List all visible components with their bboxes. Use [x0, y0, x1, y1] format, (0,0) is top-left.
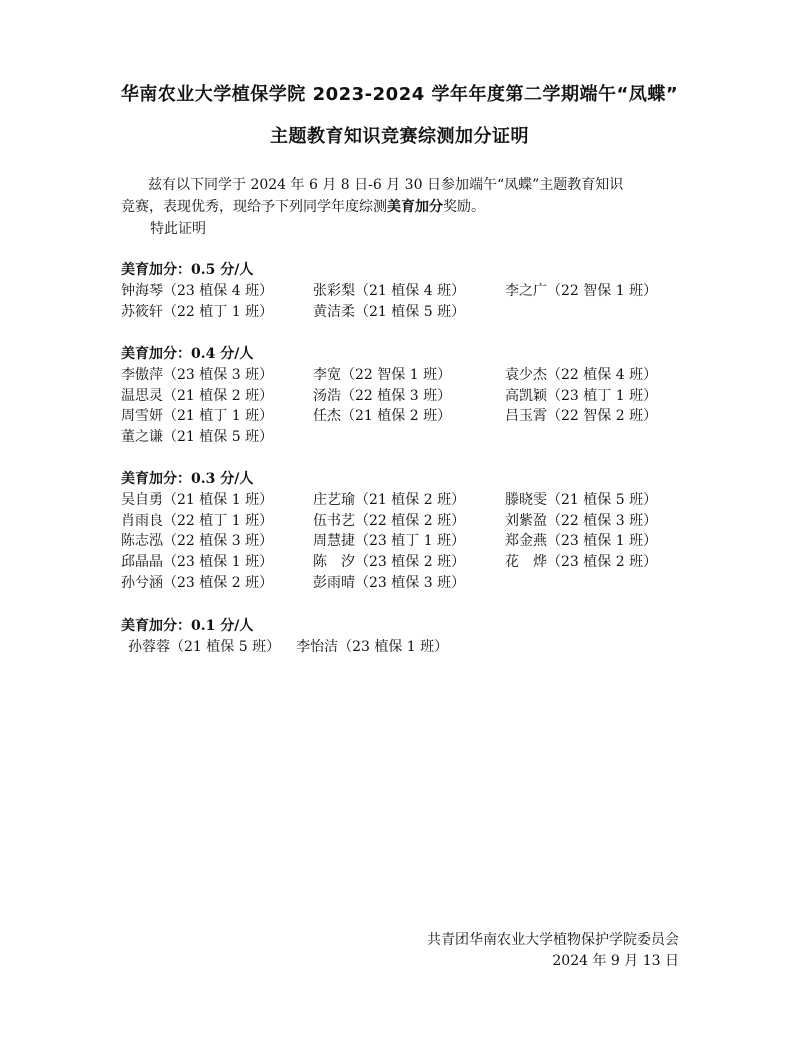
- student-entry: 彭雨晴（23 植保 3 班）: [313, 574, 466, 591]
- student-entry: 花 烨（23 植保 2 班）: [505, 554, 658, 571]
- student-entry: 黄洁柔（21 植保 5 班）: [313, 303, 466, 320]
- section-heading: 美育加分：0.5 分/人: [121, 262, 254, 278]
- issuing-organization: 共青团华南农业大学植物保护学院委员会: [427, 932, 679, 948]
- student-entry: 庄艺瑜（21 植保 2 班）: [313, 492, 466, 508]
- student-entry: 肖雨良（22 植丁 1 班）: [121, 512, 274, 529]
- student-entry: 陈 汐（23 植保 2 班）: [313, 554, 466, 571]
- student-entry: 吕玉霄（22 智保 2 班）: [505, 408, 658, 425]
- student-entry: 张彩梨（21 植保 4 班）: [313, 283, 466, 299]
- student-entry: 伍书艺（22 植保 2 班）: [313, 512, 466, 529]
- student-entry: 苏筱轩（22 植丁 1 班）: [121, 303, 274, 320]
- document-title-line-1: 华南农业大学植保学院 2023-2024 学年年度第二学期端午“凤蝶”: [120, 84, 679, 105]
- issue-date: 2024 年 9 月 13 日: [552, 953, 679, 969]
- student-entry: 陈志泓（22 植保 3 班）: [121, 533, 274, 550]
- student-entry: 汤浩（22 植保 3 班）: [313, 387, 452, 404]
- student-entry: 周雪妍（21 植丁 1 班）: [121, 408, 274, 425]
- names-list: [121, 490, 681, 593]
- intro-text-part: 奖励。: [443, 199, 485, 215]
- award-section-0-3: [121, 469, 681, 593]
- section-heading: 美育加分：0.4 分/人: [121, 346, 254, 362]
- student-entry: 滕晓雯（21 植保 5 班）: [505, 492, 658, 508]
- award-section-0-1: [121, 616, 681, 658]
- student-entry: 袁少杰（22 植保 4 班）: [505, 367, 658, 383]
- names-list: [121, 281, 681, 322]
- student-entry: 任杰（21 植保 2 班）: [313, 408, 452, 425]
- award-section-0-4: [121, 344, 681, 448]
- student-entry: 周慧捷（23 植丁 1 班）: [313, 533, 466, 550]
- student-entry: 李怡洁（23 植保 1 班）: [296, 639, 449, 655]
- student-entry: 郑金燕（23 植保 1 班）: [505, 533, 658, 550]
- section-heading: 美育加分：0.1 分/人: [121, 618, 254, 634]
- certification-statement: 特此证明: [150, 221, 206, 237]
- section-heading: 美育加分：0.3 分/人: [121, 471, 254, 487]
- intro-paragraph-line-2: [121, 197, 485, 217]
- student-entry: 邱晶晶（23 植保 1 班）: [121, 554, 274, 571]
- names-list: [121, 365, 681, 448]
- student-entry: 孙蓉蓉（21 植保 5 班）: [128, 639, 281, 655]
- student-entry: 李之广（22 智保 1 班）: [505, 283, 658, 299]
- document-title-line-2: 主题教育知识竞赛综测加分证明: [270, 126, 529, 147]
- student-entry: 董之谦（21 植保 5 班）: [121, 429, 274, 446]
- student-entry: 温思灵（21 植保 2 班）: [121, 387, 274, 404]
- student-entry: 高凯颖（23 植丁 1 班）: [505, 387, 658, 404]
- student-entry: 吴自勇（21 植保 1 班）: [121, 492, 274, 508]
- student-entry: 刘紫盈（22 植保 3 班）: [505, 512, 658, 529]
- intro-bold-emphasis: 美育加分: [387, 199, 443, 215]
- student-entry: 李宽（22 智保 1 班）: [313, 367, 452, 383]
- award-section-0-5: [121, 260, 681, 322]
- names-list: [121, 637, 681, 658]
- student-entry: 孙兮涵（23 植保 2 班）: [121, 574, 274, 591]
- student-entry: 钟海琴（23 植保 4 班）: [121, 283, 274, 299]
- intro-text-part: 竞赛，表现优秀，现给予下列同学年度综测: [121, 199, 387, 215]
- student-entry: 李傲萍（23 植保 3 班）: [121, 367, 274, 383]
- intro-paragraph-line-1: 兹有以下同学于 2024 年 6 月 8 日-6 月 30 日参加端午“凤蝶”主题教育知识: [148, 177, 624, 193]
